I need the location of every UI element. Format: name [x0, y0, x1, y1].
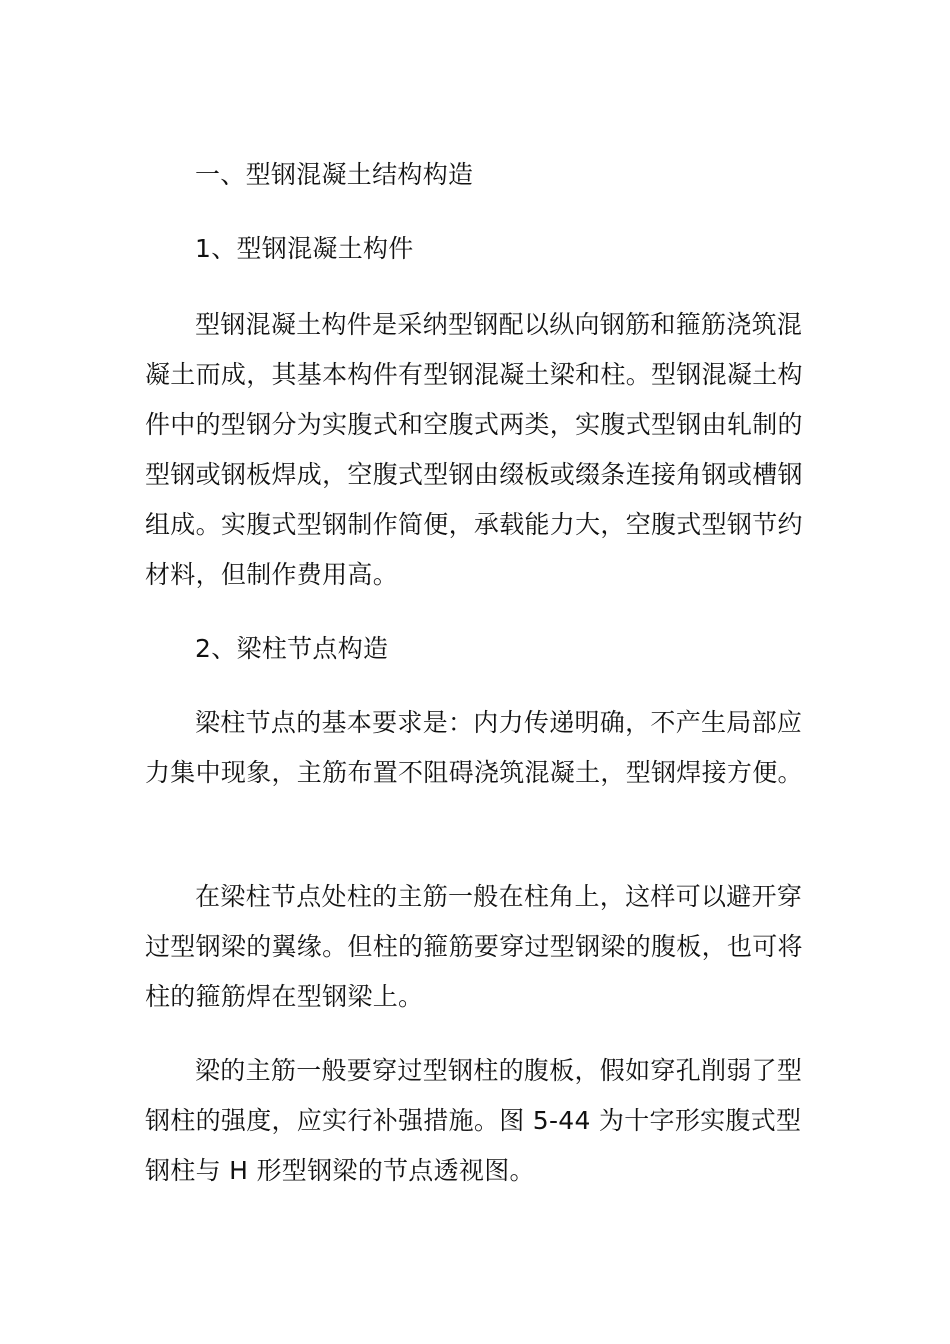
paragraph-joint-requirements: 梁柱节点的基本要求是：内力传递明确，不产生局部应力集中现象，主筋布置不阻碍浇筑混凝土，型钢焊接方便。: [145, 708, 803, 787]
paragraph-beam-rebar: 梁的主筋一般要穿过型钢柱的腹板，假如穿孔削弱了型钢柱的强度，应实行补强措施。图 5-44 为十字形实腹式型钢柱与 H 形型钢梁的节点透视图。: [145, 1056, 803, 1185]
subsection-heading-2: 2、梁柱节点构造: [195, 634, 389, 663]
paragraph-column-rebar: 在梁柱节点处柱的主筋一般在柱角上，这样可以避开穿过型钢梁的翼缘。但柱的箍筋要穿过型钢梁的腹板，也可将柱的箍筋焊在型钢梁上。: [145, 882, 803, 1011]
subsection-heading-1: 1、型钢混凝土构件: [195, 234, 414, 263]
section-heading-main: 一、型钢混凝土结构构造: [195, 160, 474, 189]
paragraph-components: 型钢混凝土构件是采纳型钢配以纵向钢筋和箍筋浇筑混凝土而成，其基本构件有型钢混凝土梁和柱。型钢混凝土构件中的型钢分为实腹式和空腹式两类，实腹式型钢由轧制的型钢或钢板焊成，空腹式型钢由缀板或缀条连接角钢或槽钢组成。实腹式型钢制作简便，承载能力大，空腹式型钢节约材料，但制作费用高。: [145, 310, 803, 589]
